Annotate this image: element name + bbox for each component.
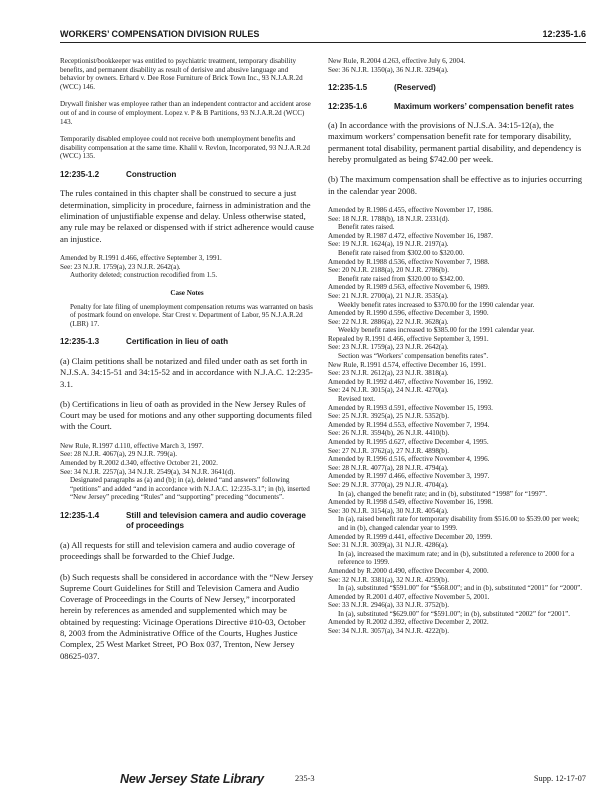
history-line: Amended by R.1999 d.441, effective December 20, 1999. [328, 532, 493, 541]
history-line: Amended by R.1996 d.516, effective November 4, 1996. [328, 455, 490, 464]
history-line: See: 20 N.J.R. 2188(a), 20 N.J.R. 2786(b). [328, 266, 449, 275]
history-line: See: 26 N.J.R. 3594(b), 26 N.J.R. 4410(b). [328, 429, 450, 438]
history-note: Section was “Workers’ compensation benefits rates”. [338, 352, 489, 361]
history-line: New Rule, R.2004 d.263, effective July 6, 2004. [328, 57, 466, 65]
history-line: Repealed by R.1991 d.466, effective September 3, 1991. [328, 334, 489, 343]
history-note: In (a), substituted “$591.00” for “$568.00”; and in (b), substituted “2001” for “2000”. [338, 584, 583, 593]
case-annotation: Receptionist/bookkeeper was entitled to psychiatric treatment, temporary disability benefits, and permanent disability as result of derisive and abusive language and behavior by owners. Erhard v. Dee Rose Furniture of Brick Town Inc., 93 N.J.A.R.2d (WCC) 146. [60, 57, 303, 91]
history-note: In (a), substituted “$629.00” for “$591.00”; in (b), substituted “2002” for “2001”. [338, 609, 571, 618]
case-annotation: Drywall finisher was employee rather than an independent contractor and accident arose out of and in course of employment. Lopez v. P & B Partitions, 93 N.J.A.R.2d (WCC) 143. [60, 100, 311, 126]
history-note: In (a), increased the maximum rate; and in (b), substituted a reference to 2000 for a reference to 1999. [338, 549, 575, 567]
section-heading-1-5: 12:235-1.5 (Reserved) [328, 83, 436, 93]
case-annotation: Temporarily disabled employee could not receive both unemployment benefits and disability compensation at the same time. Khalil v. Revlon, Incorporated, 93 N.J.A.R.2d (WCC) 135. [60, 135, 310, 161]
history-line: Amended by R.1993 d.591, effective November 15, 1993. [328, 403, 493, 412]
history-block [60, 254, 314, 280]
running-header [60, 26, 586, 43]
history-line: See: 36 N.J.R. 1350(a), 36 N.J.R. 3294(a). [328, 65, 449, 74]
left-column [60, 57, 314, 671]
history-block [60, 442, 314, 502]
header-title: WORKERS’ COMPENSATION DIVISION RULES [60, 29, 260, 39]
history-line: Amended by R.2001 d.407, effective November 5, 2001. [328, 592, 490, 601]
history-line: Amended by R.1991 d.466, effective September 3, 1991. [60, 253, 222, 262]
page-number: 235-3 [295, 774, 315, 783]
history-note: In (a), raised benefit rate for temporary disability from $516.00 to $539.00 per week; and in (b), changed calendar year to 1999. [338, 515, 580, 532]
history-note: Benefit rate raised from $320.00 to $342.00. [338, 274, 465, 283]
section-paragraph: The rules contained in this chapter shall be construed to secure a just determination, simplicity in procedure, fairness in administration and the elimination of unjustifiable expense and delay. Unless otherwise stated, any rule may be relaxed or dispensed with if strict adherence would cause an injustice. [60, 188, 314, 244]
history-note: Benefit rate raised from $302.00 to $320.00. [338, 248, 465, 257]
history-note: In (a), changed the benefit rate; and in (b), substituted “1998” for “1997”. [338, 489, 547, 498]
section-heading-1-2: 12:235-1.2 Construction [60, 169, 177, 179]
history-line: See: 30 N.J.R. 3154(a), 30 N.J.R. 4054(a). [328, 506, 449, 515]
history-line: See: 21 N.J.R. 2700(a), 21 N.J.R. 3535(a). [328, 291, 449, 300]
history-line: See: 34 N.J.R. 2257(a), 34 N.J.R. 2549(a), 34 N.J.R. 3641(d). [60, 467, 236, 476]
history-line: See: 27 N.J.R. 3762(a), 27 N.J.R. 4898(b). [328, 446, 449, 455]
history-line: Amended by R.1989 d.563, effective November 6, 1989. [328, 283, 490, 292]
history-note: Benefit rates raised. [338, 223, 395, 232]
history-line: See: 34 N.J.R. 3057(a), 34 N.J.R. 4222(b). [328, 627, 449, 636]
history-line: See: 23 N.J.R. 1759(a), 23 N.J.R. 2642(a). [328, 343, 449, 352]
history-line: See: 31 N.J.R. 3039(a), 31 N.J.R. 4286(a). [328, 541, 449, 550]
history-line: See: 23 N.J.R. 1759(a), 23 N.J.R. 2642(a). [60, 262, 181, 271]
history-line: New Rule, R.1997 d.110, effective March 3, 1997. [60, 441, 204, 450]
history-line: See: 33 N.J.R. 2946(a), 33 N.J.R. 3752(b). [328, 601, 449, 610]
history-line: Amended by R.1994 d.553, effective November 7, 1994. [328, 420, 490, 429]
section-paragraph-a: (a) All requests for still and television camera and audio coverage of proceedings shall be forwarded to the Chief Judge. [60, 539, 296, 562]
history-line: Amended by R.1990 d.596, effective December 3, 1990. [328, 309, 489, 318]
history-line: Amended by R.1992 d.467, effective November 16, 1992. [328, 377, 493, 386]
section-paragraph-a: (a) In accordance with the provisions of N.J.S.A. 34:15-12(a), the maximum workers’ compensation benefit rate for temporary disability, permanent total disability, permanent partial disability, and dependency is hereby promulgated as being $742.00 per week. [328, 120, 582, 165]
history-line: Amended by R.1988 d.536, effective November 7, 1988. [328, 257, 490, 266]
case-notes-label: Case Notes [170, 288, 204, 297]
history-line: Amended by R.2002 d.392, effective December 2, 2002. [328, 618, 489, 627]
history-note: Weekly benefit rates increased to $385.00 for the 1991 calendar year. [338, 326, 535, 335]
section-paragraph-b: (b) Such requests shall be considered in accordance with the “New Jersey Supreme Court Guidelines for Still and Television Camera and Audio Coverage of Proceedings in the Courts of New Jersey,” incorporated herein by references as amended and supplemented which may be obtained by requesting: Vicinage Operations Directive #10-03, October 8, 2003 from the Administrative Office of the Courts, Hughes Justice Complex, 25 West Market Street, PO Box 037, Trenton, New Jersey 08625-037. [60, 571, 314, 661]
history-block [328, 57, 588, 74]
history-line: See: 23 N.J.R. 2612(a), 23 N.J.R. 3818(a). [328, 369, 449, 378]
history-line: Amended by R.1997 d.466, effective November 3, 1997. [328, 472, 490, 481]
section-heading-1-3: 12:235-1.3 Certification in lieu of oath [60, 337, 229, 347]
history-line: See: 28 N.J.R. 4077(a), 28 N.J.R. 4794(a). [328, 463, 449, 472]
history-list [328, 206, 588, 636]
history-note: Designated paragraphs as (a) and (b); in (a), deleted “and answers” following “petitions” and added “and in accordance with N.J.A.C. 12:235-3.1”; in (b), inserted “New Jersey” preceding “Rules” and “supporting” preceding “documents”. [70, 476, 310, 502]
section-paragraph-a: (a) Claim petitions shall be notarized and filed under oath as set forth in N.J.S.A. 34:15-51 and 34:15-52 and in accordance with N.J.A.C. 12:235-3.1. [60, 355, 313, 389]
history-line: See: 22 N.J.R. 2886(a), 22 N.J.R. 3628(a). [328, 317, 449, 326]
history-line: See: 28 N.J.R. 4067(a), 29 N.J.R. 799(a). [60, 450, 178, 459]
history-line: Amended by R.1995 d.627, effective December 4, 1995. [328, 438, 489, 446]
library-logo: New Jersey State Library [120, 772, 264, 786]
history-note: Authority deleted; construction recodified from 1.5. [70, 271, 218, 280]
history-line: Amended by R.1986 d.455, effective November 17, 1986. [328, 205, 493, 214]
page-footer [60, 774, 586, 792]
section-paragraph-b: (b) Certifications in lieu of oath as provided in the New Jersey Rules of Court may be used for motions and any other supporting documents filed with the Court. [60, 398, 312, 432]
history-line: See: 18 N.J.R. 1788(b), 18 N.J.R. 2331(d). [328, 214, 450, 223]
history-line: Amended by R.2002 d.340, effective October 21, 2002. [60, 458, 218, 467]
history-line: Amended by R.2000 d.490, effective December 4, 2000. [328, 566, 489, 575]
history-line: See: 24 N.J.R. 3015(a), 24 N.J.R. 4270(a). [328, 386, 449, 395]
case-note: Penalty for late filing of unemployment compensation returns was warranted on basis of postmark found on envelope. Star Crest v. Department of Labor, 95 N.J.A.R.2d (LBR) 17. [70, 302, 313, 328]
history-line: New Rule, R.1991 d.574, effective December 16, 1991. [328, 360, 487, 369]
header-section-number: 12:235-1.6 [542, 29, 586, 39]
history-note: Weekly benefit rates increased to $370.00 for the 1990 calendar year. [338, 300, 535, 309]
history-line: Amended by R.1987 d.472, effective November 16, 1987. [328, 231, 493, 240]
section-heading-1-6: 12:235-1.6 Maximum workers’ compensation benefit rates [328, 101, 574, 111]
section-heading-1-4: 12:235-1.4 Still and television camera and audio coverage of proceedings [60, 510, 306, 531]
history-line: See: 29 N.J.R. 3770(a), 29 N.J.R. 4704(a). [328, 480, 449, 489]
history-line: See: 25 N.J.R. 3925(a), 25 N.J.R. 5352(b). [328, 412, 449, 421]
history-line: Amended by R.1998 d.549, effective November 16, 1998. [328, 498, 493, 507]
right-column [328, 57, 588, 636]
history-line: See: 32 N.J.R. 3381(a), 32 N.J.R. 4259(b). [328, 575, 449, 584]
history-note: Revised text. [338, 395, 376, 404]
supplement-date: Supp. 12-17-07 [533, 774, 586, 783]
section-paragraph-b: (b) The maximum compensation shall be effective as to injuries occurring in the calendar year 2008. [328, 174, 583, 196]
history-line: See: 19 N.J.R. 1624(a), 19 N.J.R. 2197(a). [328, 240, 449, 249]
